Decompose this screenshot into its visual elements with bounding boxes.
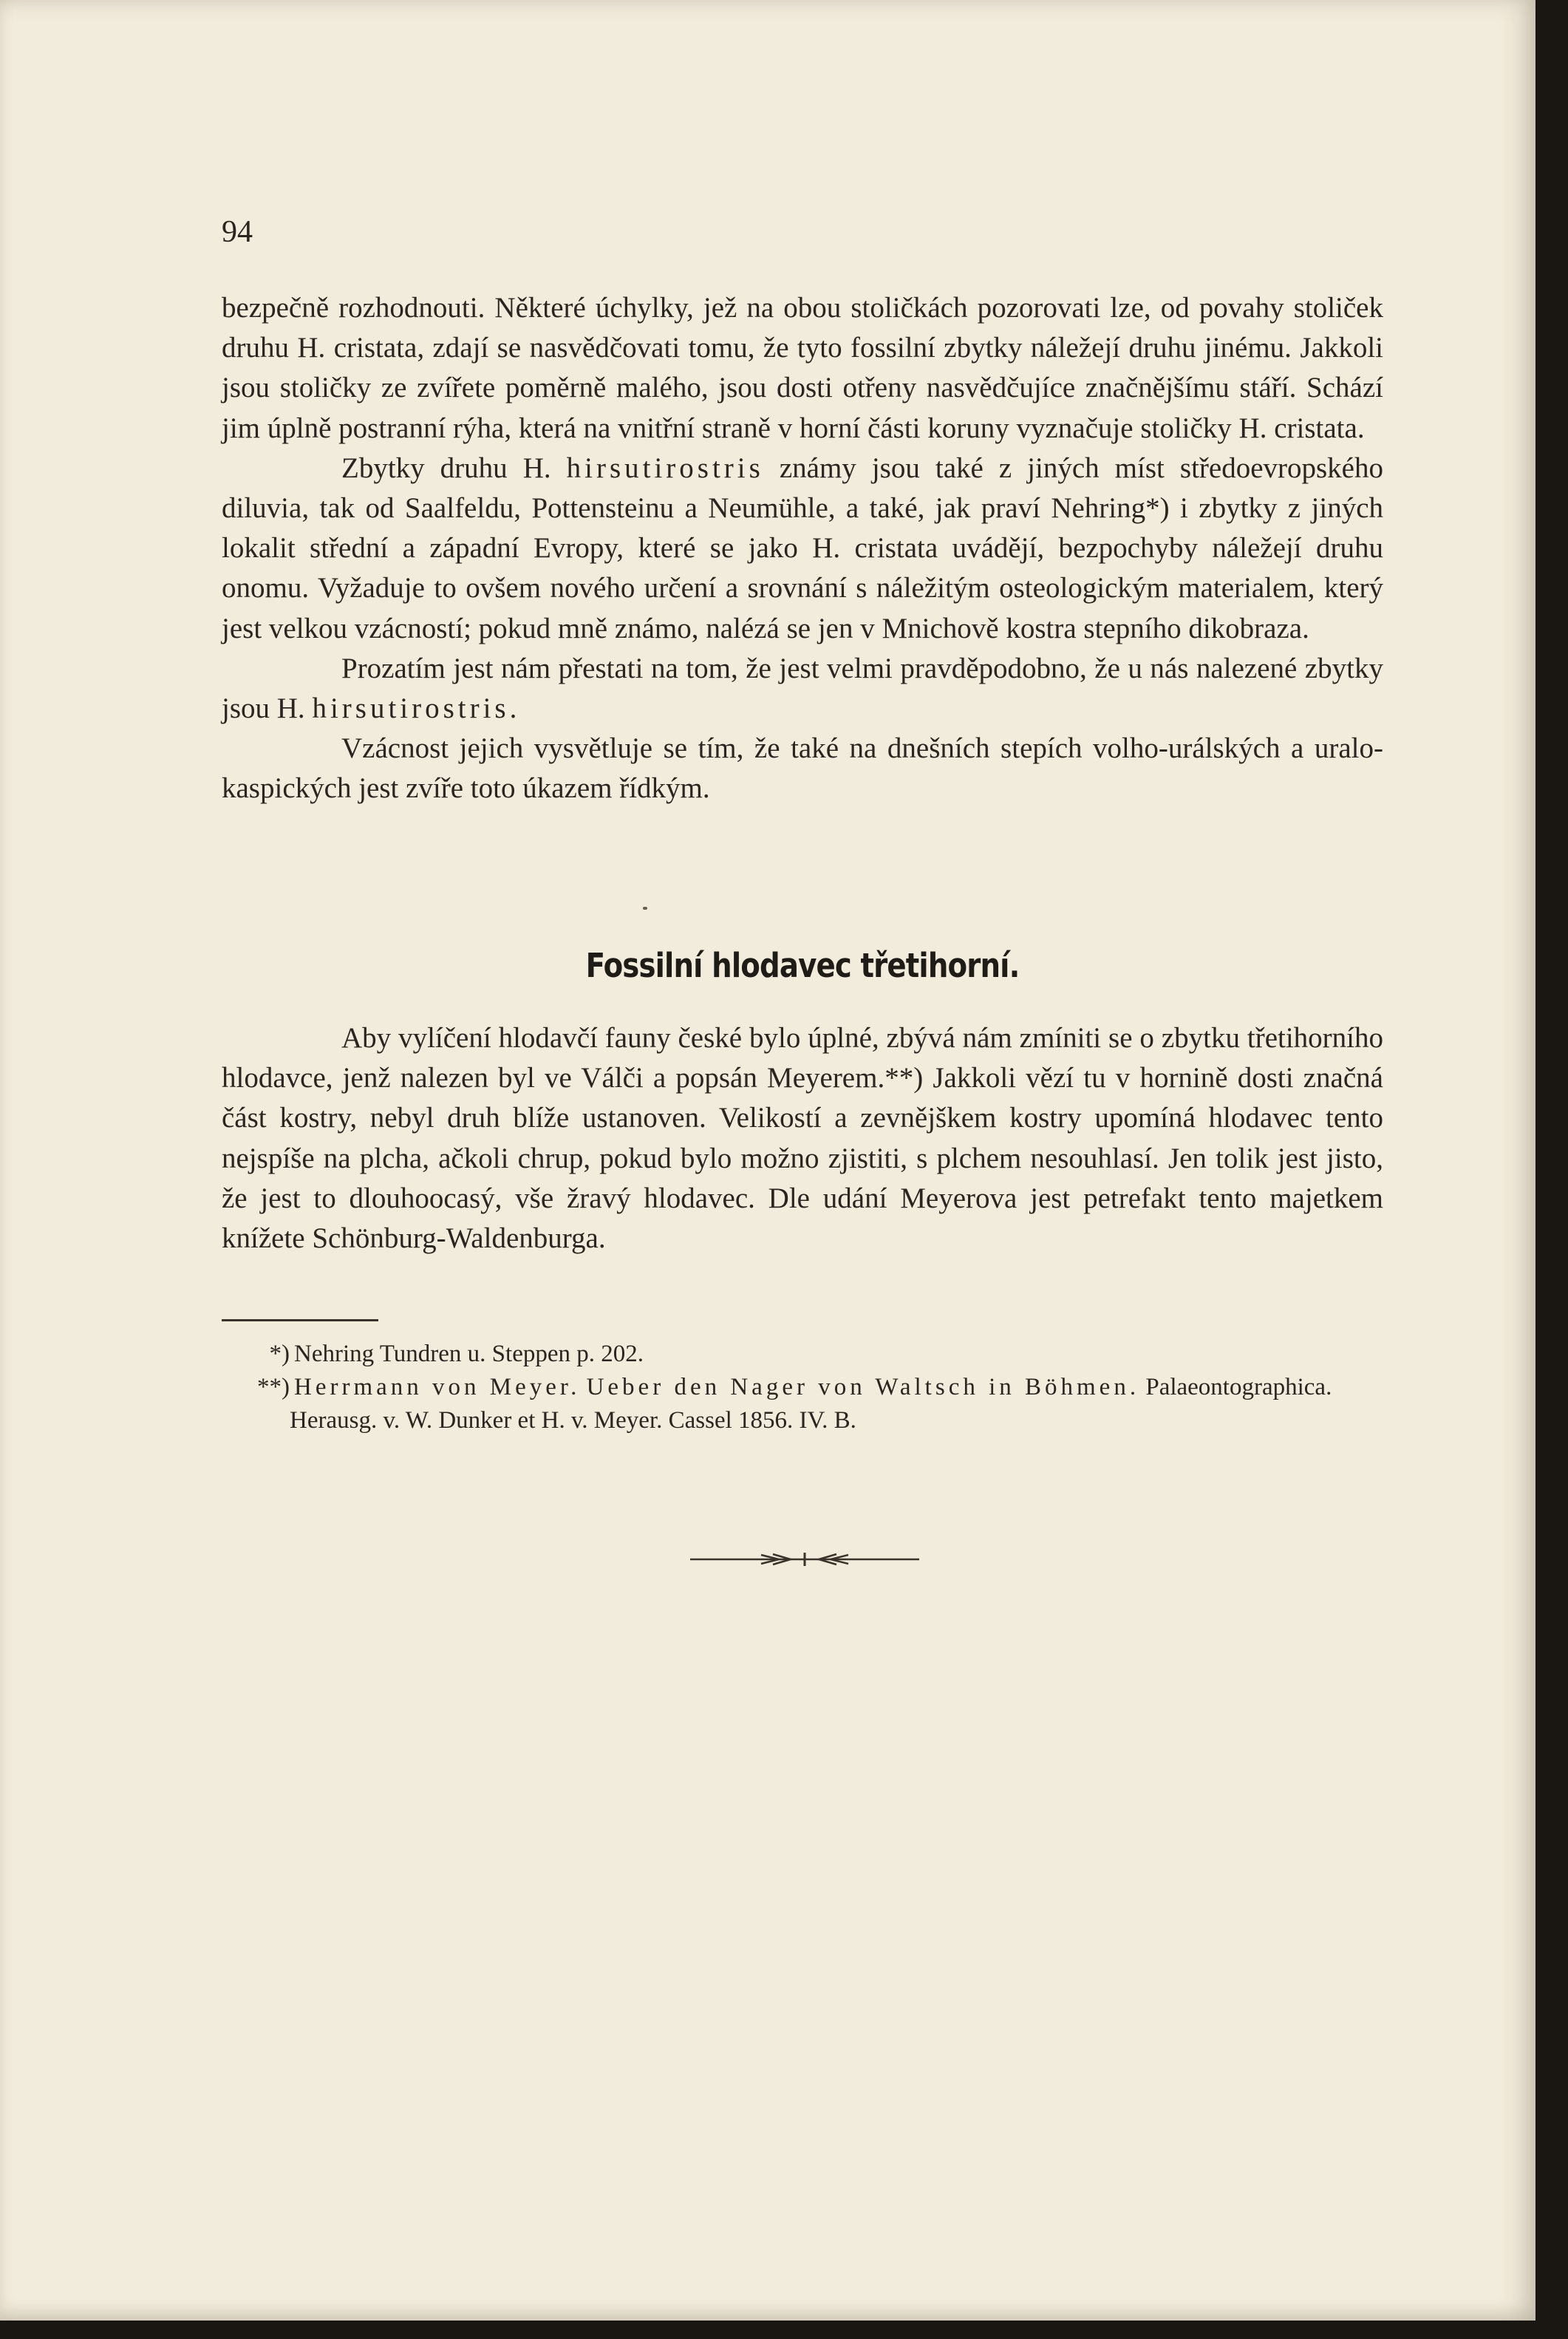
paragraph-4: Vzácnost jejich vysvětluje se tím, že také na dnešních stepích volho-urálských a uralo-kaspických jest zvíře toto úkazem řídkým. — [222, 732, 1383, 805]
footnote-2-title: Ueber den Nager von Waltsch in Böhmen. — [586, 1374, 1140, 1400]
paragraph-2 — [222, 449, 1383, 649]
footnote-mark: **) — [257, 1374, 290, 1400]
species-name-spaced: hirsutirostris — [312, 692, 510, 725]
section-heading: Fossilní hlodavec třetihorní. — [585, 946, 1020, 985]
footnote-separator — [222, 1319, 378, 1321]
paragraph-3-pre: Prozatím jest nám přestati na tom, že jest velmi pravděpodobno, že u nás nalezené zbytky jsou H. — [222, 652, 1383, 725]
body-text-top — [222, 288, 1383, 809]
paragraph-3-post: . — [509, 692, 517, 725]
paragraph-2-post: známy jsou také z jiných míst středoevropského diluvia, tak od Saalfeldu, Pottensteinu a Neumühle, a také, jak praví Nehring*) i zbytky z jiných lokalit střední a západní Evropy, které se jako H. cristata uvádějí, bezpochyby náležejí druhu onomu. Vyžaduje to ovšem nového určení a srovnání s náležitým osteologickým materialem, který jest velkou vzácností; pokud mně známo, nalézá se jen v Mnichově kostra stepního dikobraza. — [222, 452, 1383, 644]
paragraph-2-pre: Zbytky druhu H. — [341, 452, 567, 484]
footnotes — [257, 1338, 1383, 1437]
page-number: 94 — [222, 215, 253, 249]
stray-mark — [643, 907, 647, 910]
footnote-1-text: Nehring Tundren u. Steppen p. 202. — [294, 1341, 644, 1367]
footnote-1 — [269, 1338, 1383, 1371]
footnote-2-author: Herrmann von Meyer. — [294, 1374, 581, 1400]
paragraph-5: Aby vylíčení hlodavčí fauny české bylo úplné, zbývá nám zmíniti se o zbytku třetihorního hlodavce, jenž nalezen byl ve Válči a popsán Meyerem.**) Jakkoli vězí tu v hornině dosti značná část kostry, nebyl druh blíže ustanoven. Velikostí a zevnějškem kostry upomíná hlodavec tento nejspíše na plcha, ačkoli chrup, pokud bylo možno zjistiti, s plchem nesouhlasí. Jen tolik jest jisto, že jest to dlouhoocasý, vše žravý hlodavec. Dle udání Meyerova jest petrefakt tento majetkem knížete Schönburg-Waldenburga. — [222, 1022, 1383, 1255]
species-name-spaced: hirsutirostris — [566, 452, 764, 484]
body-text-section — [222, 1018, 1383, 1259]
footnote-2 — [257, 1371, 1383, 1437]
paragraph-1: bezpečně rozhodnouti. Některé úchylky, jež na obou stoličkách pozorovati lze, od povahy stoliček druhu H. cristata, zdají se nasvědčovati tomu, že tyto fossilní zbytky náležejí druhu jinému. Jakkoli jsou stoličky ze zvířete poměrně malého, jsou dosti otřeny nasvědčujíce značnějšímu stáří. Schází jim úplně postranní rýha, která na vnitřní straně v horní části koruny vyznačuje stoličky H. cristata. — [222, 292, 1383, 444]
end-ornament — [690, 1548, 919, 1570]
footnote-mark: *) — [269, 1341, 290, 1367]
paragraph-3 — [222, 649, 1383, 729]
footnote-2-text: Palaeontographica. Herausg. v. W. Dunker et H. v. Meyer. Cassel 1856. IV. B. — [290, 1374, 1332, 1434]
